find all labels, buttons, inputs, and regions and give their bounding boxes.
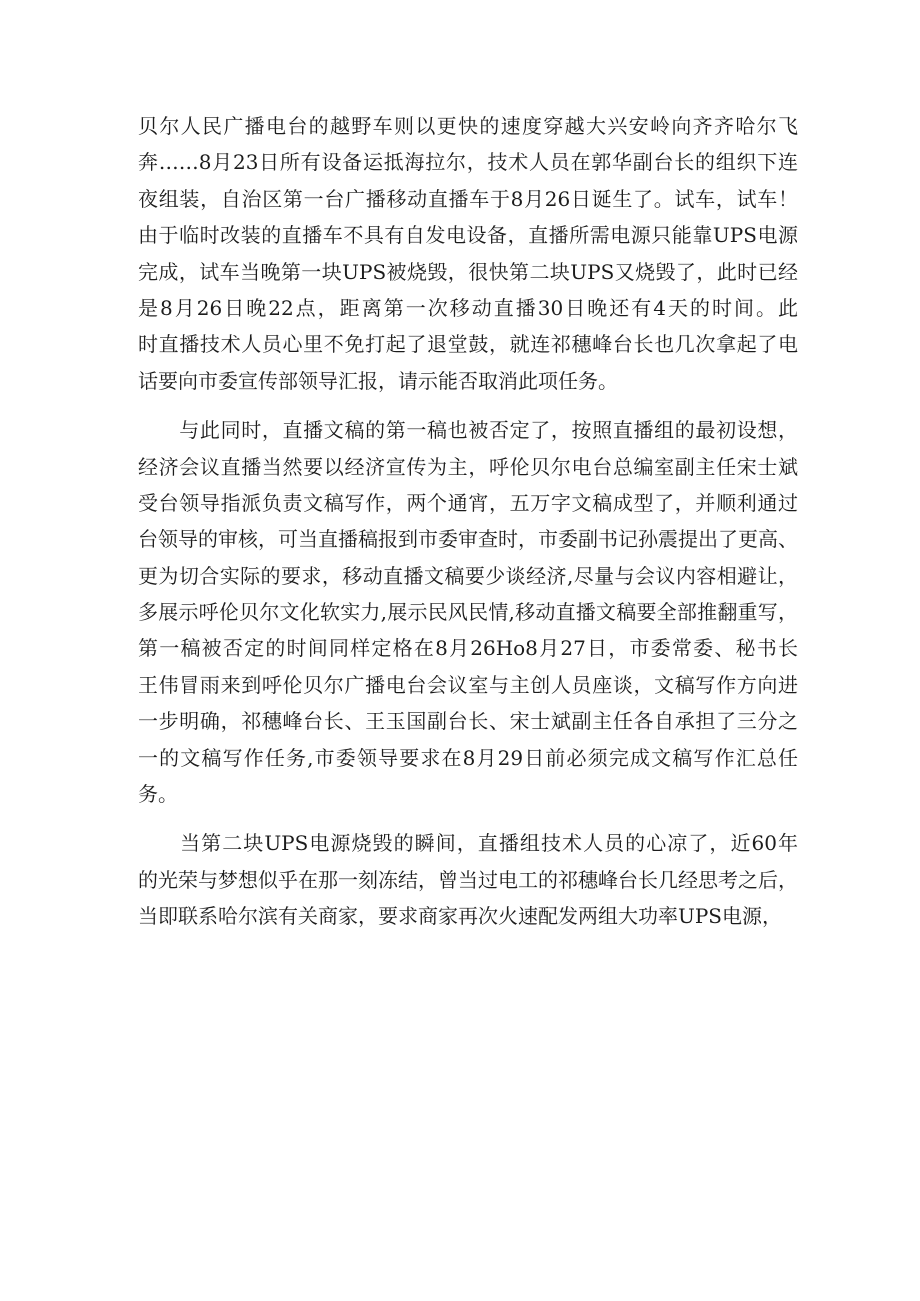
text-line: 受台领导指派负责文稿写作，两个通宵，五万字文稿成型了，并顺利通过 bbox=[138, 490, 798, 515]
paragraph-gap bbox=[138, 812, 798, 825]
text-line: 的光荣与梦想似乎在那一刻冻结，曾当过电工的祁穗峰台长几经思考之后， bbox=[138, 867, 798, 892]
text-line: 是8月26日晚22点，距离第一次移动直播30日晚还有4天的时间。此 bbox=[138, 295, 798, 320]
text-line: 一步明确，祁穗峰台长、王玉国副台长、宋士斌副主任各自承担了三分之 bbox=[138, 709, 798, 734]
document-page bbox=[138, 108, 798, 935]
text-line: 当第二块UPS电源烧毁的瞬间，直播组技术人员的心凉了，近60年 bbox=[138, 831, 798, 856]
paragraph bbox=[138, 108, 798, 399]
text-line: 夜组装，自治区第一台广播移动直播车于8月26日诞生了。试车，试车！ bbox=[138, 186, 798, 211]
text-line: 第一稿被否定的时间同样定格在8月26Ho8月27日，市委常委、秘书长 bbox=[138, 636, 798, 661]
text-line: 王伟冒雨来到呼伦贝尔广播电台会议室与主创人员座谈，文稿写作方向进 bbox=[138, 672, 798, 697]
document-body bbox=[138, 108, 798, 935]
text-line: 多展示呼伦贝尔文化软实力,展示民风民情,移动直播文稿要全部推翻重写， bbox=[138, 600, 798, 625]
text-line: 台领导的审核，可当直播稿报到市委审查时，市委副书记孙震提出了更高、 bbox=[138, 527, 798, 552]
text-line: 更为切合实际的要求，移动直播文稿要少谈经济,尽量与会议内容相避让， bbox=[138, 563, 798, 588]
text-line: 当即联系哈尔滨有关商家，要求商家再次火速配发两组大功率UPS电源， bbox=[138, 904, 783, 929]
text-line: 与此同时，直播文稿的第一稿也被否定了，按照直播组的最初设想， bbox=[138, 418, 798, 443]
paragraph bbox=[138, 412, 798, 812]
paragraph-gap bbox=[138, 399, 798, 412]
text-line: 经济会议直播当然要以经济宣传为主，呼伦贝尔电台总编室副主任宋士斌 bbox=[138, 454, 798, 479]
text-line: 奔……8月23日所有设备运抵海拉尔，技术人员在郭华副台长的组织下连 bbox=[138, 150, 798, 175]
text-line: 贝尔人民广播电台的越野车则以更快的速度穿越大兴安岭向齐齐哈尔飞 bbox=[138, 114, 798, 138]
text-line: 话要向市委宣传部领导汇报，请示能否取消此项任务。 bbox=[138, 368, 618, 393]
text-line: 完成，试车当晚第一块UPS被烧毁，很快第二块UPS又烧毁了，此时已经 bbox=[138, 259, 798, 284]
text-line: 由于临时改装的直播车不具有自发电设备，直播所需电源只能靠UPS电源 bbox=[138, 223, 798, 248]
text-line: 务。 bbox=[138, 782, 178, 807]
text-line: 时直播技术人员心里不免打起了退堂鼓，就连祁穗峰台长也几次拿起了电 bbox=[138, 332, 798, 357]
paragraph bbox=[138, 825, 798, 934]
text-line: 一的文稿写作任务,市委领导要求在8月29日前必须完成文稿写作汇总任 bbox=[138, 745, 798, 770]
